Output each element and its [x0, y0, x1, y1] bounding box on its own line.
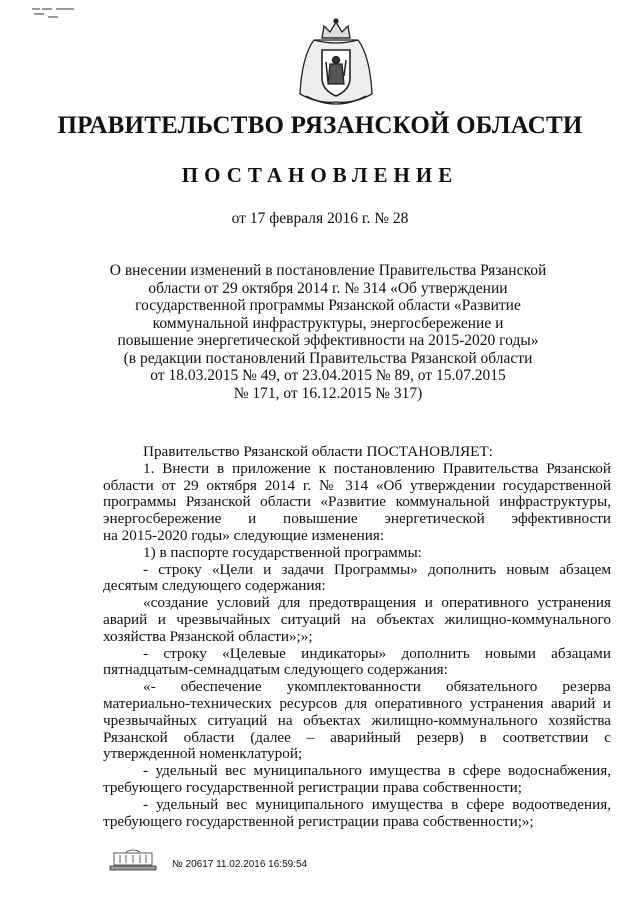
heading-line: О внесении изменений в постановление Правительства Рязанской: [109, 262, 547, 279]
date-line: от 17 февраля 2016 г. № 28: [231, 210, 409, 227]
paragraph-line: пятнадцатым-семнадцатым следующего содержания:: [103, 661, 448, 679]
heading-line: государственной программы Рязанской области «Развитие: [135, 297, 521, 314]
doc-type: ПОСТАНОВЛЕНИЕ: [181, 163, 459, 187]
paragraph-line: на 2015-2020 годы» следующие изменения:: [103, 526, 385, 544]
org-title: ПРАВИТЕЛЬСТВО РЯЗАНСКОЙ ОБЛАСТИ: [57, 112, 583, 139]
registration-stamp: № 20617 11.02.2016 16:59:54: [172, 859, 308, 870]
decree-line: Правительство Рязанской области ПОСТАНОВЛЯЕТ:: [143, 443, 493, 460]
paragraph-line: 1. Внести в приложение к постановлению Правительства Рязанской: [143, 459, 611, 477]
paragraph-line: Рязанской области (далее – аварийный резерв) в соответствии с: [103, 728, 611, 746]
paragraph-line: хозяйства Рязанской области»;»;: [103, 627, 313, 645]
paragraph-line: - строку «Цели и задачи Программы» дополнить новым абзацем: [143, 560, 611, 578]
document-heading: [100, 262, 556, 402]
paragraph-line: энергосбережение и повышение энергетической эффективности: [103, 510, 611, 528]
paragraph-line: аварий и чрезвычайных ситуаций на объектах жилищно-коммунального: [103, 610, 611, 628]
paragraph-line: 1) в паспорте государственной программы:: [143, 543, 422, 561]
document-body: [103, 444, 611, 830]
paragraph-line: требующего государственной регистрации права собственности;: [103, 778, 522, 796]
paragraph-line: десятым следующего содержания:: [103, 577, 326, 595]
paragraph-line: - удельный вес муниципального имущества в сфере водоснабжения,: [143, 762, 611, 780]
paragraph-line: требующего государственной регистрации права собственности;»;: [103, 812, 534, 830]
heading-line: № 171, от 16.12.2015 № 317): [233, 384, 423, 402]
paragraph-line: программы Рязанской области «Развитие коммунальной инфраструктуры,: [103, 493, 611, 511]
paragraph-line: «создание условий для предотвращения и оперативного устранения: [143, 594, 611, 612]
paragraph-line: - строку «Целевые индикаторы» дополнить новыми абзацами: [143, 644, 611, 662]
heading-line: области от 29 октября 2014 г. № 314 «Об утверждении: [148, 279, 508, 297]
paragraph-line: «- обеспечение укомплектованности обязательного резерва: [143, 678, 611, 696]
paragraph-line: материально-технических ресурсов для оперативного устранения аварий и: [103, 694, 611, 712]
building-logo-icon: [100, 848, 166, 874]
paragraph-line: - удельный вес муниципального имущества в сфере водоотведения,: [143, 795, 611, 813]
heading-line: (в редакции постановлений Правительства Рязанской области: [123, 349, 533, 367]
paragraph-line: утвержденной номенклатурой;: [103, 745, 303, 763]
heading-line: повышение энергетической эффективности на 2015-2020 годы»: [117, 332, 539, 349]
paragraph-line: чрезвычайных ситуаций на объектах жилищно-коммунального хозяйства: [103, 711, 611, 729]
corner-mark-icon: [30, 6, 76, 20]
coat-of-arms-icon: [292, 16, 380, 112]
paragraph-line: области от 29 октября 2014 г. № 314 «Об утверждении государственной: [103, 476, 611, 494]
heading-line: от 18.03.2015 № 49, от 23.04.2015 № 89, от 15.07.2015: [150, 367, 506, 384]
heading-line: коммунальной инфраструктуры, энергосбережение и: [152, 314, 504, 332]
